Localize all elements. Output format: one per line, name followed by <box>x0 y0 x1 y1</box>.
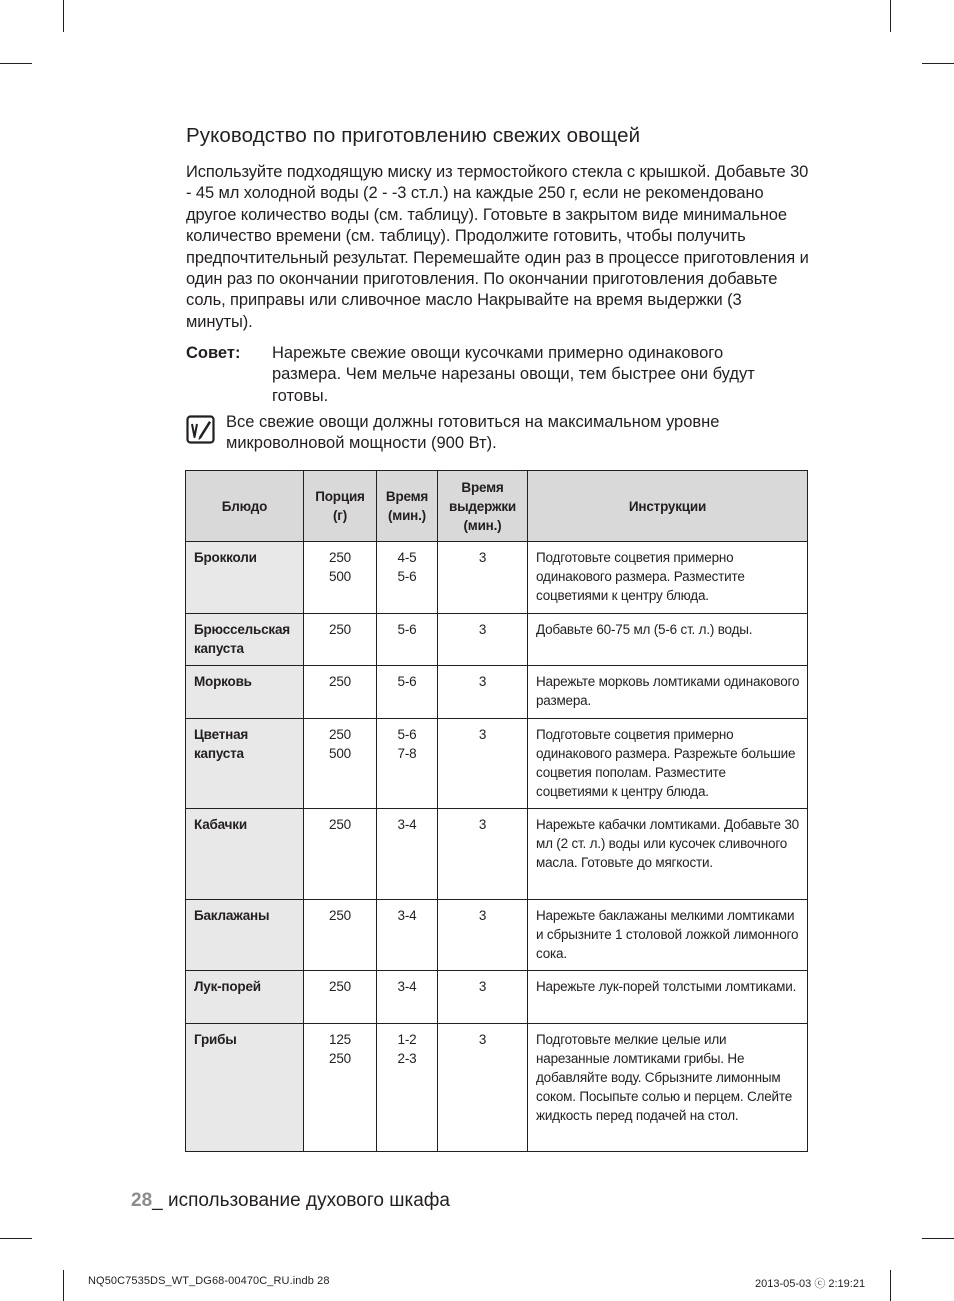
table-header-row <box>186 471 808 542</box>
instructions-cell: Нарежьте лук-порей толстыми ломтиками. <box>528 971 808 1024</box>
table-row <box>186 542 808 614</box>
page-footer <box>131 1190 450 1212</box>
portion-cell: 250 500 <box>304 719 377 809</box>
time-cell: 5-6 <box>377 614 438 666</box>
dish-cell: Брюссельская капуста <box>186 614 304 666</box>
header-dish: Блюдо <box>186 471 304 542</box>
crop-mark <box>922 63 954 64</box>
tip-block <box>186 343 786 407</box>
crop-mark <box>0 1238 32 1239</box>
table-row <box>186 614 808 666</box>
header-standing-time: Время выдержки (мин.) <box>438 471 528 542</box>
note-pencil-icon <box>186 415 215 444</box>
page-number: 28 <box>131 1190 153 1211</box>
instructions-cell: Подготовьте мелкие целые или нарезанные ломтиками грибы. Не добавляйте воду. Сбрызните лимонным соком. Посыпьте солью и перцем. Слейте жидкость перед подачей на стол. <box>528 1024 808 1152</box>
portion-cell: 250 <box>304 666 377 719</box>
instructions-cell: Подготовьте соцветия примерно одинакового размера. Разрежьте большие соцветия пополам. Разместите соцветиями к центру блюда. <box>528 719 808 809</box>
time-cell: 5-6 7-8 <box>377 719 438 809</box>
crop-mark <box>63 0 64 32</box>
portion-cell: 250 <box>304 900 377 971</box>
note-text: Все свежие овощи должны готовиться на максимальном уровне микроволновой мощности (900 Вт). <box>226 413 720 453</box>
standing-time-cell: 3 <box>438 1024 528 1152</box>
section-heading: Руководство по приготовлению свежих овощей <box>186 124 641 147</box>
portion-cell: 250 <box>304 971 377 1024</box>
standing-time-cell: 3 <box>438 719 528 809</box>
table-row <box>186 719 808 809</box>
standing-time-cell: 3 <box>438 614 528 666</box>
dish-cell: Баклажаны <box>186 900 304 971</box>
print-date-info: 2013-05-03 ⓒ 2:19:21 <box>755 1278 866 1290</box>
table-row <box>186 971 808 1024</box>
dish-cell: Лук-порей <box>186 971 304 1024</box>
tip-label: Совет: <box>186 344 241 362</box>
dish-cell: Грибы <box>186 1024 304 1152</box>
time-cell: 1-2 2-3 <box>377 1024 438 1152</box>
time-cell: 3-4 <box>377 809 438 900</box>
instructions-cell: Нарежьте кабачки ломтиками. Добавьте 30 мл (2 ст. л.) воды или кусочек сливочного масла. Готовьте до мягкости. <box>528 809 808 900</box>
note-block <box>186 412 786 455</box>
table-row <box>186 666 808 719</box>
portion-cell: 250 <box>304 809 377 900</box>
dish-cell: Морковь <box>186 666 304 719</box>
time-cell: 4-5 5-6 <box>377 542 438 614</box>
time-cell: 3-4 <box>377 971 438 1024</box>
footer-section-title: _ использование духового шкафа <box>152 1190 450 1211</box>
crop-mark <box>922 1238 954 1239</box>
table-row <box>186 1024 808 1152</box>
standing-time-cell: 3 <box>438 900 528 971</box>
table-body <box>186 542 808 1152</box>
crop-mark <box>0 63 32 64</box>
standing-time-cell: 3 <box>438 666 528 719</box>
header-portion: Порция (г) <box>304 471 377 542</box>
header-time: Время (мин.) <box>377 471 438 542</box>
standing-time-cell: 3 <box>438 542 528 614</box>
instructions-cell: Нарежьте морковь ломтиками одинакового размера. <box>528 666 808 719</box>
instructions-cell: Нарежьте баклажаны мелкими ломтиками и сбрызните 1 столовой ложкой лимонного сока. <box>528 900 808 971</box>
print-file-info: NQ50C7535DS_WT_DG68-00470C_RU.indb 28 <box>88 1275 330 1287</box>
portion-cell: 250 500 <box>304 542 377 614</box>
time-cell: 3-4 <box>377 900 438 971</box>
instructions-cell: Добавьте 60-75 мл (5-6 ст. л.) воды. <box>528 614 808 666</box>
tip-text: Нарежьте свежие овощи кусочками примерно одинакового размера. Чем мельче нарезаны овощи, тем быстрее они будут готовы. <box>272 344 755 405</box>
crop-mark <box>890 1270 891 1301</box>
dish-cell: Брокколи <box>186 542 304 614</box>
table-row <box>186 900 808 971</box>
cooking-guide-table <box>185 470 808 1152</box>
dish-cell: Цветная капуста <box>186 719 304 809</box>
instructions-cell: Подготовьте соцветия примерно одинакового размера. Разместите соцветиями к центру блюда. <box>528 542 808 614</box>
crop-mark <box>63 1270 64 1301</box>
header-instructions: Инструкции <box>528 471 808 542</box>
intro-paragraph: Используйте подходящую миску из термостойкого стекла с крышкой. Добавьте 30 - 45 мл холодной воды (2 - -3 ст.л.) на каждые 250 г, если не рекомендовано другое количество воды (см. таблицу). Готовьте в закрытом виде минимальное количество времени (см. таблицу). Продолжите готовить, чтобы получить предпочтительный результат. Перемешайте один раз в процессе приготовления и один раз по окончании приготовления. По окончании приготовления добавьте соль, приправы или сливочное масло Накрывайте на время выдержки (3 минуты). <box>186 163 809 331</box>
time-cell: 5-6 <box>377 666 438 719</box>
crop-mark <box>890 0 891 32</box>
dish-cell: Кабачки <box>186 809 304 900</box>
standing-time-cell: 3 <box>438 971 528 1024</box>
table-row <box>186 809 808 900</box>
standing-time-cell: 3 <box>438 809 528 900</box>
portion-cell: 250 <box>304 614 377 666</box>
portion-cell: 125 250 <box>304 1024 377 1152</box>
